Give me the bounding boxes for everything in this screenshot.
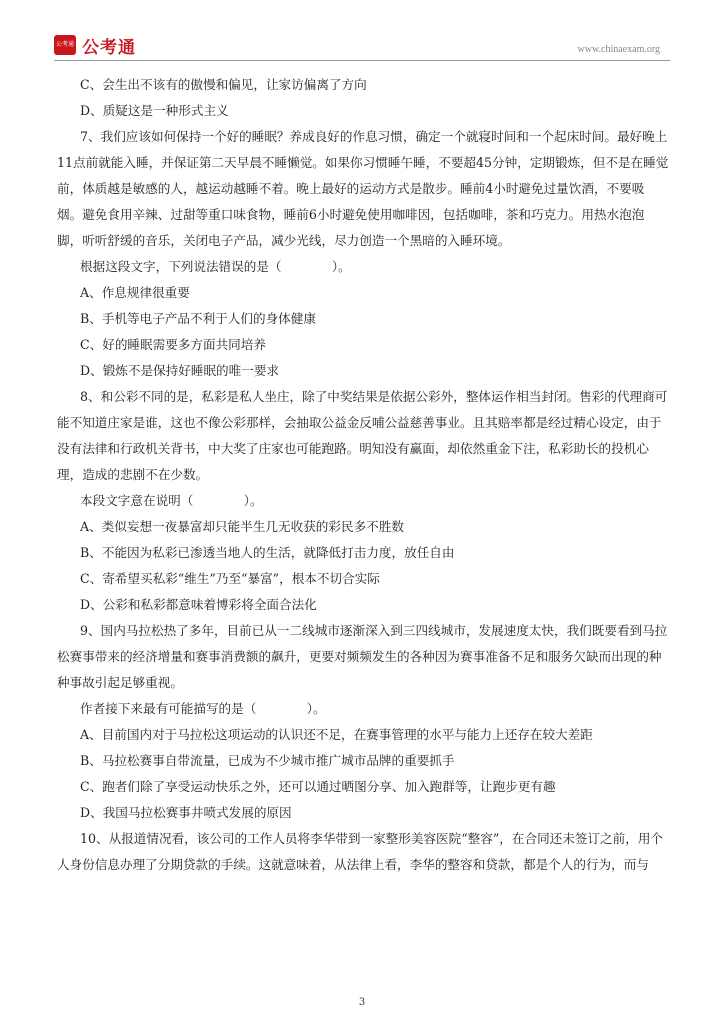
q8-prompt: 本段文字意在说明（ ）。 — [80, 493, 263, 508]
q6-option-c: C、会生出不该有的傲慢和偏见，让家访偏离了方向 — [80, 77, 367, 92]
q8-option-c: C、寄希望买私彩“维生”乃至“暴富”，根本不切合实际 — [80, 571, 380, 586]
q7-option-b: B、手机等电子产品不利于人们的身体健康 — [80, 311, 316, 326]
logo-badge-icon: 公考通 — [54, 35, 76, 55]
q8-option-b: B、不能因为私彩已渗透当地人的生活，就降低打击力度，放任自由 — [80, 545, 455, 560]
header-divider — [54, 60, 670, 61]
q7-option-a: A、作息规律很重要 — [80, 285, 190, 300]
page-number: 3 — [358, 997, 366, 1008]
q9-option-a: A、目前国内对于马拉松这项运动的认识还不足，在赛事管理的水平与能力上还存在较大差距 — [80, 727, 593, 742]
q6-option-d: D、质疑这是一种形式主义 — [80, 103, 229, 118]
q7-option-c: C、好的睡眠需要多方面共同培养 — [80, 337, 266, 352]
q9-paragraph: 9、国内马拉松热了多年，目前已从一二线城市逐渐深入到三四线城市，发展速度太快，我们既要看到马拉松赛事带来的经济增量和赛事消费额的飙升，更要对频频发生的各种因为赛事准备不足和服务欠缺而出现的种种事故引起足够重视。 — [57, 623, 668, 690]
logo-text: 公考通 — [82, 37, 136, 58]
logo[interactable] — [54, 34, 136, 56]
q7-paragraph: 7、我们应该如何保持一个好的睡眠？养成良好的作息习惯，确定一个就寝时间和一个起床时间。最好晚上11点前就能入睡，并保证第二天早晨不睡懒觉。如果你习惯睡午睡，不要超45分钟，定期锻炼，但不是在睡觉前，体质越是敏感的人，越运动越睡不着。晚上最好的运动方式是散步。睡前4小时避免过量饮酒，不要吸烟。避免食用辛辣、过甜等重口味食物，睡前6小时避免使用咖啡因，包括咖啡，茶和巧克力。用热水泡泡脚，听听舒缓的音乐，关闭电子产品，减少光线，尽力创造一个黑暗的入睡环境。 — [57, 129, 669, 248]
site-url: www.chinaexam.org — [577, 44, 660, 55]
q7-option-d: D、锻炼不是保持好睡眠的唯一要求 — [80, 363, 280, 378]
q9-option-c: C、跑者们除了享受运动快乐之外，还可以通过晒图分享、加入跑群等，让跑步更有趣 — [80, 779, 556, 794]
q9-option-b: B、马拉松赛事自带流量，已成为不少城市推广城市品牌的重要抓手 — [80, 753, 455, 768]
q9-option-d: D、我国马拉松赛事井喷式发展的原因 — [80, 805, 292, 820]
page-header — [0, 0, 724, 62]
q9-prompt: 作者接下来最有可能描写的是（ ）。 — [80, 701, 326, 716]
q7-prompt: 根据这段文字，下列说法错误的是（ ）。 — [80, 259, 351, 274]
q8-option-d: D、公彩和私彩都意味着博彩将全面合法化 — [80, 597, 317, 612]
q8-option-a: A、类似妄想一夜暴富却只能半生几无收获的彩民多不胜数 — [80, 519, 404, 534]
document-body — [57, 72, 669, 878]
q8-paragraph: 8、和公彩不同的是，私彩是私人坐庄，除了中奖结果是依据公彩外，整体运作相当封闭。售彩的代理商可能不知道庄家是谁，这也不像公彩那样，会抽取公益金反哺公益慈善事业。且其赔率都是经过精心设定，由于没有法律和行政机关背书，中大奖了庄家也可能跑路。明知没有赢面，却依然重金下注，私彩助长的投机心理，造成的悲剧不在少数。 — [57, 389, 668, 482]
q10-paragraph: 10、从报道情况看，该公司的工作人员将李华带到一家整形美容医院“整容”，在合同还未签订之前，用个人身份信息办理了分期贷款的手续。这就意味着，从法律上看，李华的整容和贷款，都是个人的行为，而与 — [57, 831, 664, 872]
